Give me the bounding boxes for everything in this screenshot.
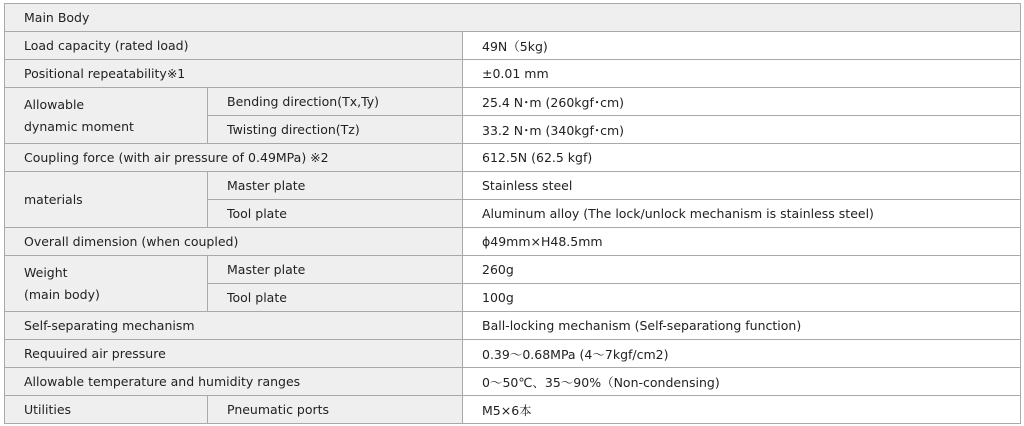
temp-humidity-value: 0～50℃、35～90%（Non-condensing): [463, 368, 1021, 396]
materials-master-label: Master plate: [208, 172, 463, 200]
repeatability-value: ±0.01 mm: [463, 60, 1021, 88]
materials-master-value: Stainless steel: [463, 172, 1021, 200]
weight-tool-label: Tool plate: [208, 284, 463, 312]
coupling-force-label: Coupling force (with air pressure of 0.49MPa) ※2: [5, 144, 463, 172]
self-separating-label: Self-separating mechanism: [5, 312, 463, 340]
weight-label: [5, 256, 208, 312]
table-row: [5, 312, 1021, 340]
table-row: [5, 144, 1021, 172]
dynamic-moment-label-line2: dynamic moment: [24, 118, 134, 134]
dynamic-moment-label-line1: Allowable: [24, 96, 85, 112]
dynamic-moment-label: [5, 88, 208, 144]
table-row: [5, 340, 1021, 368]
weight-master-value: 260g: [463, 256, 1021, 284]
pneumatic-ports-value: M5×6本: [463, 396, 1021, 424]
coupling-force-value: 612.5N (62.5 kgf): [463, 144, 1021, 172]
table-row: [5, 172, 1021, 200]
table-row: [5, 368, 1021, 396]
utilities-label: Utilities: [5, 396, 208, 424]
pneumatic-ports-label: Pneumatic ports: [208, 396, 463, 424]
load-capacity-label: Load capacity (rated load): [5, 32, 463, 60]
table-row-header: [5, 4, 1021, 32]
overall-dimension-value: ϕ49mm×H48.5mm: [463, 228, 1021, 256]
table-row: [5, 60, 1021, 88]
table-row: [5, 256, 1021, 284]
weight-tool-value: 100g: [463, 284, 1021, 312]
weight-master-label: Master plate: [208, 256, 463, 284]
table-row: [5, 88, 1021, 116]
air-pressure-value: 0.39～0.68MPa (4～7kgf/cm2): [463, 340, 1021, 368]
temp-humidity-label: Allowable temperature and humidity ranges: [5, 368, 463, 396]
table-row: [5, 32, 1021, 60]
weight-label-line1: Weight: [24, 264, 68, 280]
spec-table: [4, 3, 1021, 424]
twisting-label: Twisting direction(Tz): [208, 116, 463, 144]
twisting-value: 33.2 N･m (340kgf･cm): [463, 116, 1021, 144]
bending-label: Bending direction(Tx,Ty): [208, 88, 463, 116]
table-row: [5, 396, 1021, 424]
repeatability-label: Positional repeatability※1: [5, 60, 463, 88]
self-separating-value: Ball-locking mechanism (Self-separationg function): [463, 312, 1021, 340]
overall-dimension-label: Overall dimension (when coupled): [5, 228, 463, 256]
table-header: Main Body: [5, 4, 1021, 32]
table-row: [5, 228, 1021, 256]
materials-tool-value: Aluminum alloy (The lock/unlock mechanism is stainless steel): [463, 200, 1021, 228]
load-capacity-value: 49N（5kg): [463, 32, 1021, 60]
air-pressure-label: Requuired air pressure: [5, 340, 463, 368]
weight-label-line2: (main body): [24, 286, 100, 302]
materials-tool-label: Tool plate: [208, 200, 463, 228]
bending-value: 25.4 N･m (260kgf･cm): [463, 88, 1021, 116]
materials-label: materials: [5, 172, 208, 228]
